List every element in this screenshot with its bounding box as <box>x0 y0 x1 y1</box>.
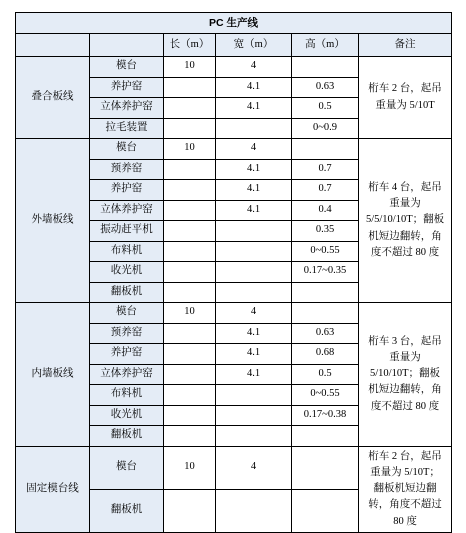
width-value <box>216 385 292 406</box>
length-value <box>164 200 216 221</box>
item-name: 模台 <box>90 57 164 78</box>
length-value <box>164 426 216 447</box>
width-value: 4.1 <box>216 364 292 385</box>
item-name: 立体养护窑 <box>90 98 164 119</box>
table-row <box>16 57 452 78</box>
item-name: 养护窑 <box>90 77 164 98</box>
width-value: 4.1 <box>216 323 292 344</box>
item-name: 收光机 <box>90 262 164 283</box>
height-value: 0.35 <box>292 221 359 242</box>
length-value: 10 <box>164 57 216 78</box>
group-note: 桁车 4 台，起吊重量为 5/5/10/10T；翻板机短边翻转，角度不超过 80 度 <box>359 139 452 303</box>
width-value: 4.1 <box>216 159 292 180</box>
length-value: 10 <box>164 139 216 160</box>
item-name: 立体养护窑 <box>90 364 164 385</box>
length-value <box>164 77 216 98</box>
header-height: 高（m） <box>292 34 359 57</box>
length-value <box>164 262 216 283</box>
length-value <box>164 405 216 426</box>
length-value <box>164 489 216 532</box>
width-value: 4 <box>216 139 292 160</box>
height-value <box>292 426 359 447</box>
item-name: 立体养护窑 <box>90 200 164 221</box>
height-value: 0.63 <box>292 77 359 98</box>
item-name: 模台 <box>90 303 164 324</box>
width-value: 4 <box>216 446 292 489</box>
height-value <box>292 139 359 160</box>
height-value <box>292 489 359 532</box>
width-value <box>216 405 292 426</box>
height-value: 0.63 <box>292 323 359 344</box>
length-value <box>164 221 216 242</box>
height-value <box>292 303 359 324</box>
table-header-row <box>16 34 452 57</box>
item-name: 拉毛装置 <box>90 118 164 139</box>
group-name: 固定模台线 <box>16 446 90 532</box>
item-name: 翻板机 <box>90 426 164 447</box>
header-note: 备注 <box>359 34 452 57</box>
table-title-row <box>16 13 452 34</box>
height-value: 0~0.55 <box>292 241 359 262</box>
width-value <box>216 282 292 303</box>
length-value <box>164 323 216 344</box>
width-value <box>216 426 292 447</box>
header-cell <box>16 34 90 57</box>
height-value <box>292 57 359 78</box>
length-value: 10 <box>164 446 216 489</box>
length-value <box>164 364 216 385</box>
height-value: 0.17~0.38 <box>292 405 359 426</box>
width-value: 4.1 <box>216 77 292 98</box>
item-name: 翻板机 <box>90 282 164 303</box>
item-name: 振动赶平机 <box>90 221 164 242</box>
width-value: 4 <box>216 57 292 78</box>
item-name: 预养窑 <box>90 159 164 180</box>
table-body <box>16 57 452 533</box>
height-value: 0.5 <box>292 364 359 385</box>
table-title: PC 生产线 <box>16 13 452 34</box>
group-note: 桁车 2 台，起吊重量为 5/10T；翻板机短边翻转，角度不超过 80 度 <box>359 446 452 532</box>
item-name: 模台 <box>90 139 164 160</box>
width-value <box>216 241 292 262</box>
height-value: 0.68 <box>292 344 359 365</box>
item-name: 模台 <box>90 446 164 489</box>
item-name: 布料机 <box>90 385 164 406</box>
width-value: 4.1 <box>216 344 292 365</box>
header-length: 长（m） <box>164 34 216 57</box>
item-name: 翻板机 <box>90 489 164 532</box>
length-value <box>164 385 216 406</box>
length-value <box>164 98 216 119</box>
group-name: 外墙板线 <box>16 139 90 303</box>
height-value: 0.7 <box>292 180 359 201</box>
width-value <box>216 262 292 283</box>
height-value: 0.17~0.35 <box>292 262 359 283</box>
group-name: 内墙板线 <box>16 303 90 447</box>
table-row <box>16 139 452 160</box>
height-value <box>292 446 359 489</box>
item-name: 养护窑 <box>90 344 164 365</box>
item-name: 收光机 <box>90 405 164 426</box>
length-value <box>164 118 216 139</box>
height-value: 0.7 <box>292 159 359 180</box>
length-value: 10 <box>164 303 216 324</box>
width-value: 4.1 <box>216 98 292 119</box>
group-name: 叠合板线 <box>16 57 90 139</box>
group-note: 桁车 2 台，起吊重量为 5/10T <box>359 57 452 139</box>
length-value <box>164 241 216 262</box>
header-width: 宽（m） <box>216 34 292 57</box>
height-value <box>292 282 359 303</box>
length-value <box>164 282 216 303</box>
width-value: 4.1 <box>216 180 292 201</box>
group-note: 桁车 3 台，起吊重量为 5/10/10T；翻板机短边翻转，角度不超过 80 度 <box>359 303 452 447</box>
width-value <box>216 118 292 139</box>
item-name: 养护窑 <box>90 180 164 201</box>
width-value: 4.1 <box>216 200 292 221</box>
width-value <box>216 221 292 242</box>
pc-production-line-table <box>15 12 452 533</box>
height-value: 0~0.9 <box>292 118 359 139</box>
length-value <box>164 180 216 201</box>
length-value <box>164 159 216 180</box>
width-value <box>216 489 292 532</box>
width-value: 4 <box>216 303 292 324</box>
table-wrapper <box>15 12 452 533</box>
item-name: 预养窑 <box>90 323 164 344</box>
height-value: 0.5 <box>292 98 359 119</box>
length-value <box>164 344 216 365</box>
table-row <box>16 303 452 324</box>
height-value: 0.4 <box>292 200 359 221</box>
header-cell <box>90 34 164 57</box>
table-row <box>16 446 452 489</box>
height-value: 0~0.55 <box>292 385 359 406</box>
item-name: 布料机 <box>90 241 164 262</box>
